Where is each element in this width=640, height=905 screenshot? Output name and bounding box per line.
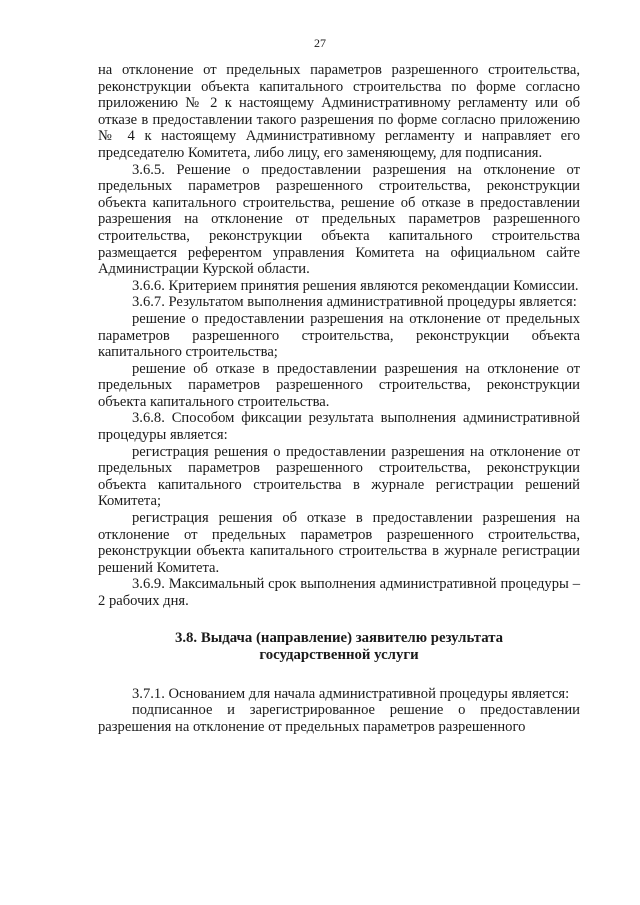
section-heading-line1: 3.8. Выдача (направление) заявителю результата: [174, 629, 504, 646]
paragraph-3-6-9: 3.6.9. Максимальный срок выполнения административной процедуры – 2 рабочих дня.: [98, 576, 580, 609]
paragraph-3-6-5: 3.6.5. Решение о предоставлении разрешения на отклонение от предельных параметров разрешенного строительства, реконструкции объекта капитального строительства, решение об отказе в предоставлении разрешения на отклонение от предельных параметров разрешенного строительства, реконструкции объекта капитального строительства размещается референтом управления Комитета на официальном сайте Администрации Курской области.: [98, 161, 580, 278]
paragraph-3-6-7: 3.6.7. Результатом выполнения административной процедуры является:: [132, 294, 577, 311]
paragraph-registration-grant: регистрация решения о предоставлении разрешения на отклонение от предельных параметров разрешенного строительства, реконструкции объекта капитального строительства в журнале регистрации решений Комитета;: [98, 443, 580, 510]
section-heading: [98, 630, 580, 664]
paragraph-registration-refusal: регистрация решения об отказе в предоставлении разрешения на отклонение от предельных параметров разрешенного строительства, реконструкции объекта капитального строительства в журнале регистрации решений Комитета.: [98, 510, 580, 576]
paragraph-3-6-8: 3.6.8. Способом фиксации результата выполнения административной процедуры является:: [98, 410, 580, 444]
paragraph-3-7-1: 3.7.1. Основанием для начала административной процедуры является:: [132, 685, 570, 702]
paragraph-continuation: на отклонение от предельных параметров разрешенного строительства, реконструкции объекта капитального строительства по форме согласно приложению № 2 к настоящему Административному регламенту или об отказе в предоставлении такого разрешения по форме согласно приложению № 4 к настоящему Административному регламенту и направляет его председателю Комитета, либо лицу, его заменяющему, для подписания.: [98, 62, 580, 161]
paragraph-3-6-6: 3.6.6. Критерием принятия решения являются рекомендации Комиссии.: [132, 277, 579, 294]
paragraph-signed-decision: подписанное и зарегистрированное решение о предоставлении разрешения на отклонение от предельных параметров разрешенного: [98, 702, 580, 735]
paragraph-result-refusal: решение об отказе в предоставлении разрешения на отклонение от предельных параметров разрешенного строительства, реконструкции объекта капитального строительства.: [98, 360, 580, 410]
document-body: [98, 62, 580, 735]
page-number: 27: [314, 36, 326, 50]
section-heading-line2: государственной услуги: [259, 646, 419, 663]
paragraph-result-grant: решение о предоставлении разрешения на отклонение от предельных параметров разрешенного строительства, реконструкции объекта капитального строительства;: [98, 310, 580, 361]
